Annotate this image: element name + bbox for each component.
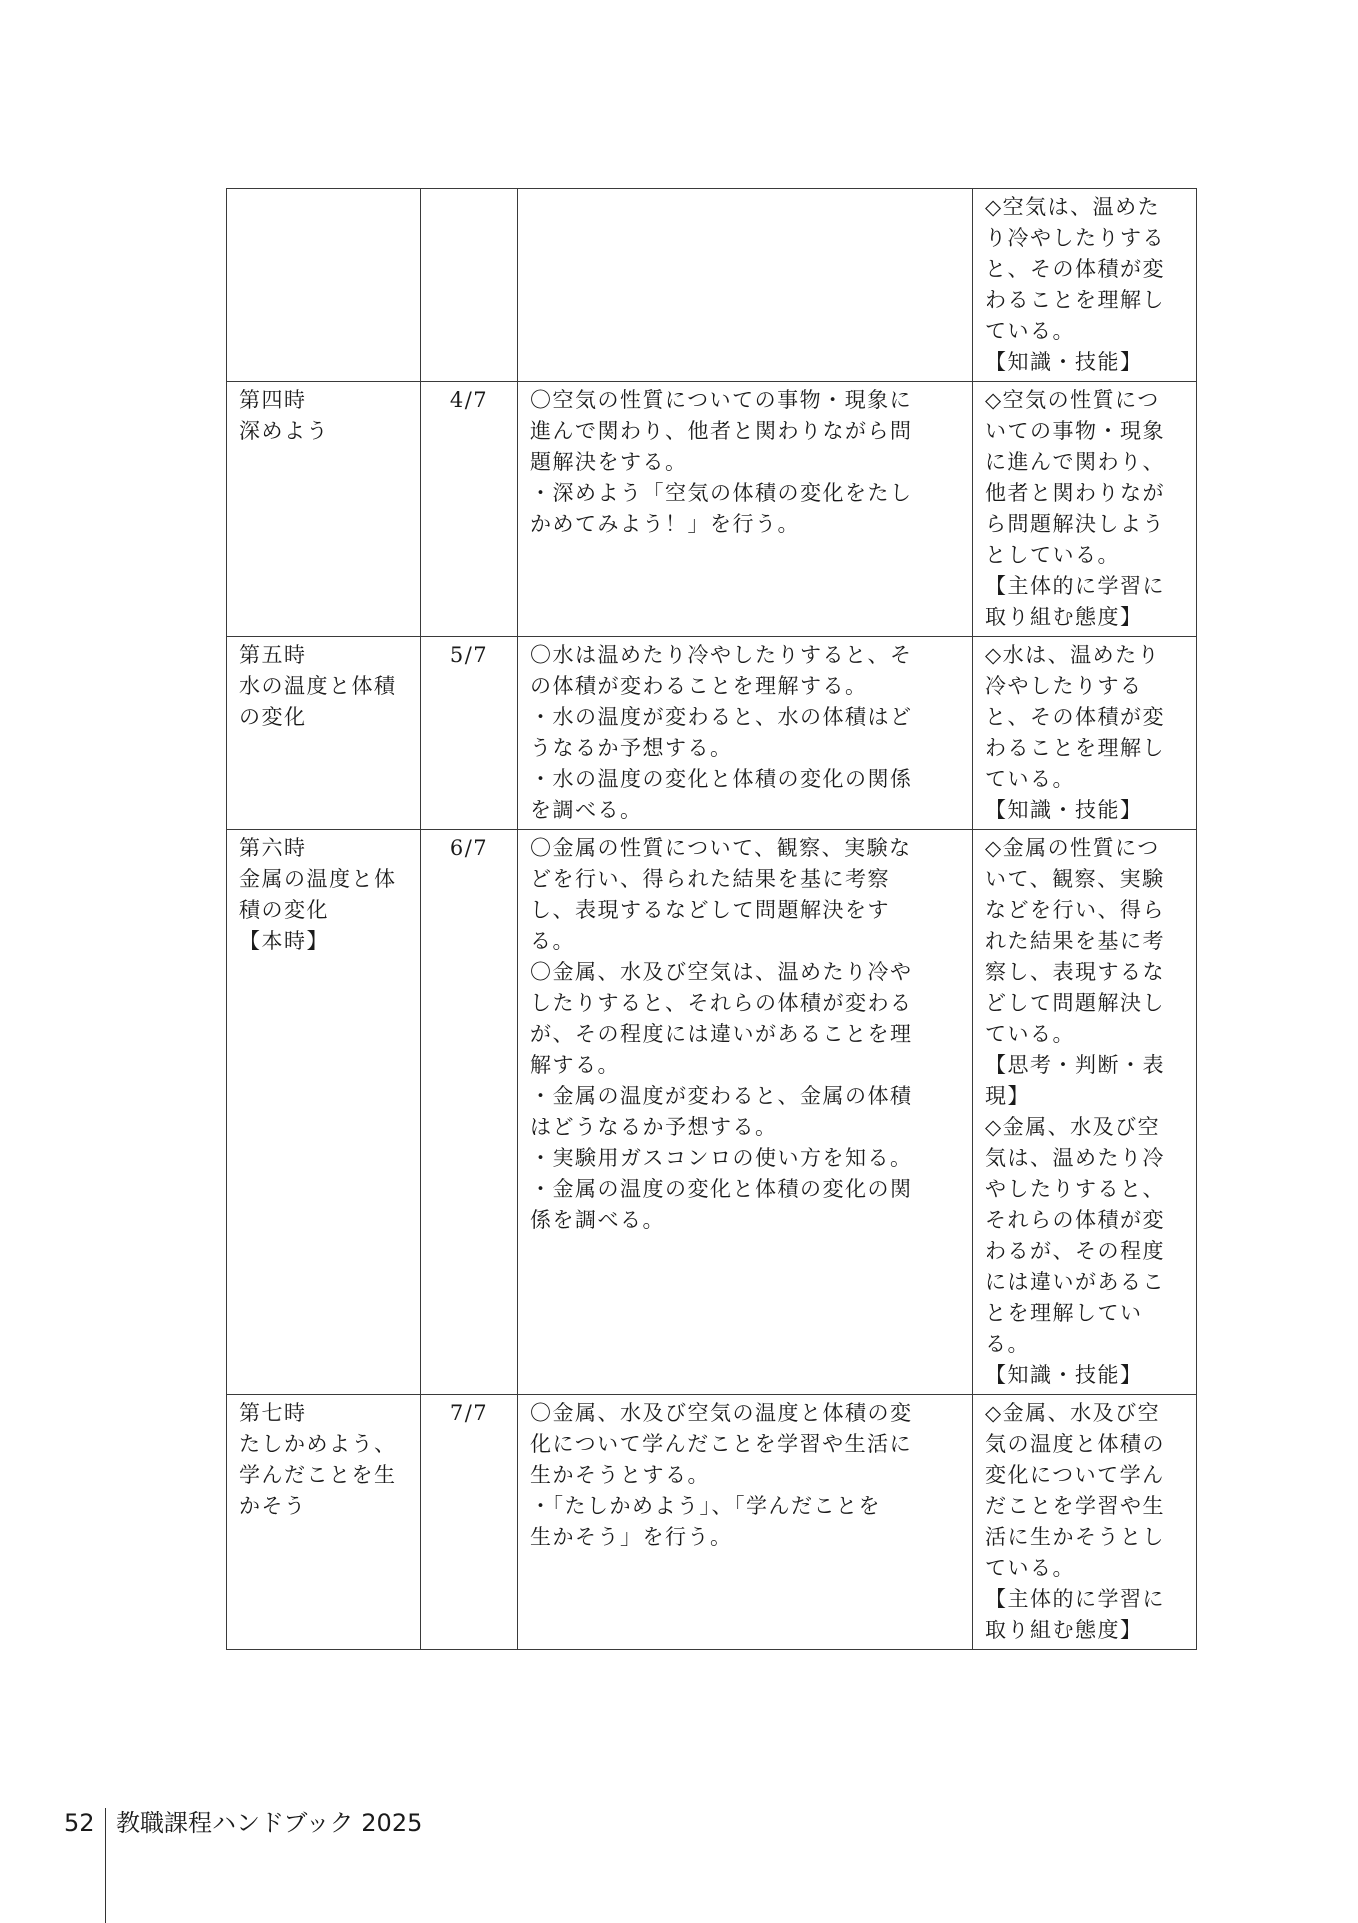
learning-activity-line: し、表現するなどして問題解決をす	[530, 898, 890, 922]
lesson-title-cell	[227, 1395, 421, 1650]
lesson-title-line: 第四時	[239, 388, 307, 412]
evaluation-criteria-line: とを理解してい	[985, 1301, 1143, 1325]
evaluation-criteria-line: 【知識・技能】	[985, 1363, 1143, 1387]
learning-activity-line: 生かそう」を行う。	[530, 1525, 733, 1549]
learning-activity-line: 係を調べる。	[530, 1208, 665, 1232]
learning-activity-cell	[518, 637, 973, 830]
evaluation-criteria-cell	[973, 637, 1197, 830]
learning-activity-line: ・水の温度が変わると、水の体積はど	[530, 705, 913, 729]
evaluation-criteria-line: 気の温度と体積の	[985, 1432, 1165, 1456]
lesson-title-line: 【本時】	[239, 929, 329, 953]
learning-activity-cell	[518, 189, 973, 382]
learning-activity-line: 進んで関わり、他者と関わりながら問	[530, 419, 913, 443]
lesson-time-cell	[421, 830, 518, 1395]
lesson-title-line: 第七時	[239, 1401, 307, 1425]
evaluation-criteria-line: には違いがあるこ	[985, 1270, 1165, 1294]
lesson-row	[227, 1395, 1197, 1650]
evaluation-criteria-line: だことを学習や生	[985, 1494, 1165, 1518]
lesson-time-text: 7/7	[449, 1401, 489, 1425]
learning-activity-line: ・金属の温度の変化と体積の変化の関	[530, 1177, 913, 1201]
learning-activity-line: 生かそうとする。	[530, 1463, 710, 1487]
learning-activity-cell	[518, 830, 973, 1395]
lesson-title-line: 第六時	[239, 836, 307, 860]
evaluation-criteria-line: れた結果を基に考	[985, 929, 1165, 953]
footer-title: 教職課程ハンドブック 2025	[116, 1809, 423, 1837]
evaluation-criteria-cell	[973, 1395, 1197, 1650]
lesson-time-cell	[421, 1395, 518, 1650]
learning-activity-line: 解する。	[530, 1053, 620, 1077]
learning-activity-line: はどうなるか予想する。	[530, 1115, 778, 1139]
evaluation-criteria-line: いての事物・現象	[985, 419, 1165, 443]
learning-activity-line: ・深めよう「空気の体積の変化をたし	[530, 481, 913, 505]
lesson-title-line: かそう	[239, 1494, 307, 1518]
evaluation-criteria-line: それらの体積が変	[985, 1208, 1165, 1232]
learning-activity-line: ・金属の温度が変わると、金属の体積	[530, 1084, 913, 1108]
evaluation-criteria-line: ◇金属、水及び空	[985, 1401, 1161, 1425]
lesson-title-cell	[227, 382, 421, 637]
evaluation-criteria-line: ◇空気の性質につ	[985, 388, 1160, 412]
evaluation-criteria-line: ている。	[985, 1556, 1075, 1580]
evaluation-criteria-line: ◇金属の性質につ	[985, 836, 1160, 860]
evaluation-criteria-line: ◇水は、温めたり	[985, 643, 1161, 667]
evaluation-criteria-line: どして問題解決し	[985, 991, 1165, 1015]
evaluation-criteria-line: 【思考・判断・表	[985, 1053, 1165, 1077]
learning-activity-line: 題解決をする。	[530, 450, 688, 474]
learning-activity-line: ・水の温度の変化と体積の変化の関係	[530, 767, 913, 791]
learning-activity-line: ・「たしかめよう」、「学んだことを	[530, 1494, 881, 1518]
lesson-row	[227, 830, 1197, 1395]
evaluation-criteria-line: わることを理解し	[985, 736, 1165, 760]
lesson-time-cell	[421, 189, 518, 382]
evaluation-criteria-line: 【主体的に学習に	[985, 1587, 1165, 1611]
lesson-row	[227, 637, 1197, 830]
page-number: 52	[64, 1809, 95, 1837]
learning-activity-line: が、その程度には違いがあることを理	[530, 1022, 913, 1046]
lesson-row	[227, 189, 1197, 382]
evaluation-criteria-line: ている。	[985, 1022, 1075, 1046]
lesson-time-text: 6/7	[449, 836, 489, 860]
evaluation-criteria-line: 冷やしたりする	[985, 674, 1143, 698]
footer-divider	[105, 1808, 107, 1923]
lesson-time-text: 5/7	[449, 643, 489, 667]
learning-activity-line: したりすると、それらの体積が変わる	[530, 991, 913, 1015]
evaluation-criteria-line: と、その体積が変	[985, 705, 1165, 729]
lesson-time-cell	[421, 382, 518, 637]
evaluation-criteria-line: 取り組む態度】	[985, 1618, 1143, 1642]
learning-activity-cell	[518, 1395, 973, 1650]
evaluation-criteria-line: 取り組む態度】	[985, 605, 1143, 629]
learning-activity-line: ・実験用ガスコンロの使い方を知る。	[530, 1146, 913, 1170]
evaluation-criteria-line: としている。	[985, 543, 1120, 567]
learning-activity-line: どを行い、得られた結果を基に考察	[530, 867, 890, 891]
learning-activity-line: 化について学んだことを学習や生活に	[530, 1432, 913, 1456]
lesson-title-line: 第五時	[239, 643, 307, 667]
evaluation-criteria-line: 変化について学ん	[985, 1463, 1165, 1487]
lesson-title-line: 学んだことを生	[239, 1463, 397, 1487]
evaluation-criteria-line: ◇金属、水及び空	[985, 1115, 1161, 1139]
lesson-title-cell	[227, 830, 421, 1395]
learning-activity-line: を調べる。	[530, 798, 643, 822]
evaluation-criteria-line: 【知識・技能】	[985, 798, 1143, 822]
evaluation-criteria-line: 【知識・技能】	[985, 350, 1143, 374]
lesson-plan-body	[227, 189, 1197, 1650]
evaluation-criteria-cell	[973, 382, 1197, 637]
lesson-title-line: 深めよう	[239, 419, 329, 443]
lesson-title-cell	[227, 637, 421, 830]
lesson-time-cell	[421, 637, 518, 830]
evaluation-criteria-line: 【主体的に学習に	[985, 574, 1165, 598]
lesson-title-line: の変化	[239, 705, 307, 729]
evaluation-criteria-line: などを行い、得ら	[985, 898, 1165, 922]
evaluation-criteria-line: る。	[985, 1332, 1030, 1356]
evaluation-criteria-line: いて、観察、実験	[985, 867, 1165, 891]
learning-activity-cell	[518, 382, 973, 637]
lesson-time-text: 4/7	[449, 388, 489, 412]
learning-activity-line: 〇金属、水及び空気は、温めたり冷や	[530, 960, 913, 984]
evaluation-criteria-line: わることを理解し	[985, 288, 1165, 312]
evaluation-criteria-line: 現】	[985, 1084, 1030, 1108]
learning-activity-line: うなるか予想する。	[530, 736, 733, 760]
lesson-title-line: 積の変化	[239, 898, 329, 922]
evaluation-criteria-line: と、その体積が変	[985, 257, 1165, 281]
evaluation-criteria-cell	[973, 830, 1197, 1395]
evaluation-criteria-line: 活に生かそうとし	[985, 1525, 1165, 1549]
evaluation-criteria-line: ら問題解決しよう	[985, 512, 1165, 536]
evaluation-criteria-line: り冷やしたりする	[985, 226, 1165, 250]
lesson-title-line: たしかめよう、	[239, 1432, 397, 1456]
evaluation-criteria-line: ◇空気は、温めた	[985, 195, 1161, 219]
learning-activity-line: る。	[530, 929, 575, 953]
evaluation-criteria-line: 気は、温めたり冷	[985, 1146, 1165, 1170]
evaluation-criteria-line: 他者と関わりなが	[985, 481, 1165, 505]
lesson-plan-table	[226, 188, 1197, 1650]
learning-activity-line: 〇空気の性質についての事物・現象に	[530, 388, 913, 412]
learning-activity-line: かめてみよう！」を行う。	[530, 512, 800, 536]
evaluation-criteria-line: 察し、表現するな	[985, 960, 1165, 984]
learning-activity-line: 〇金属の性質について、観察、実験な	[530, 836, 912, 860]
learning-activity-line: 〇水は温めたり冷やしたりすると、そ	[530, 643, 913, 667]
evaluation-criteria-cell	[973, 189, 1197, 382]
evaluation-criteria-line: ている。	[985, 319, 1075, 343]
lesson-title-line: 金属の温度と体	[239, 867, 397, 891]
evaluation-criteria-line: わるが、その程度	[985, 1239, 1165, 1263]
evaluation-criteria-line: ている。	[985, 767, 1075, 791]
lesson-title-line: 水の温度と体積	[239, 674, 397, 698]
lesson-title-cell	[227, 189, 421, 382]
lesson-row	[227, 382, 1197, 637]
evaluation-criteria-line: やしたりすると、	[985, 1177, 1165, 1201]
learning-activity-line: の体積が変わることを理解する。	[530, 674, 868, 698]
evaluation-criteria-line: に進んで関わり、	[985, 450, 1165, 474]
learning-activity-line: 〇金属、水及び空気の温度と体積の変	[530, 1401, 913, 1425]
page-footer	[64, 1808, 422, 1848]
